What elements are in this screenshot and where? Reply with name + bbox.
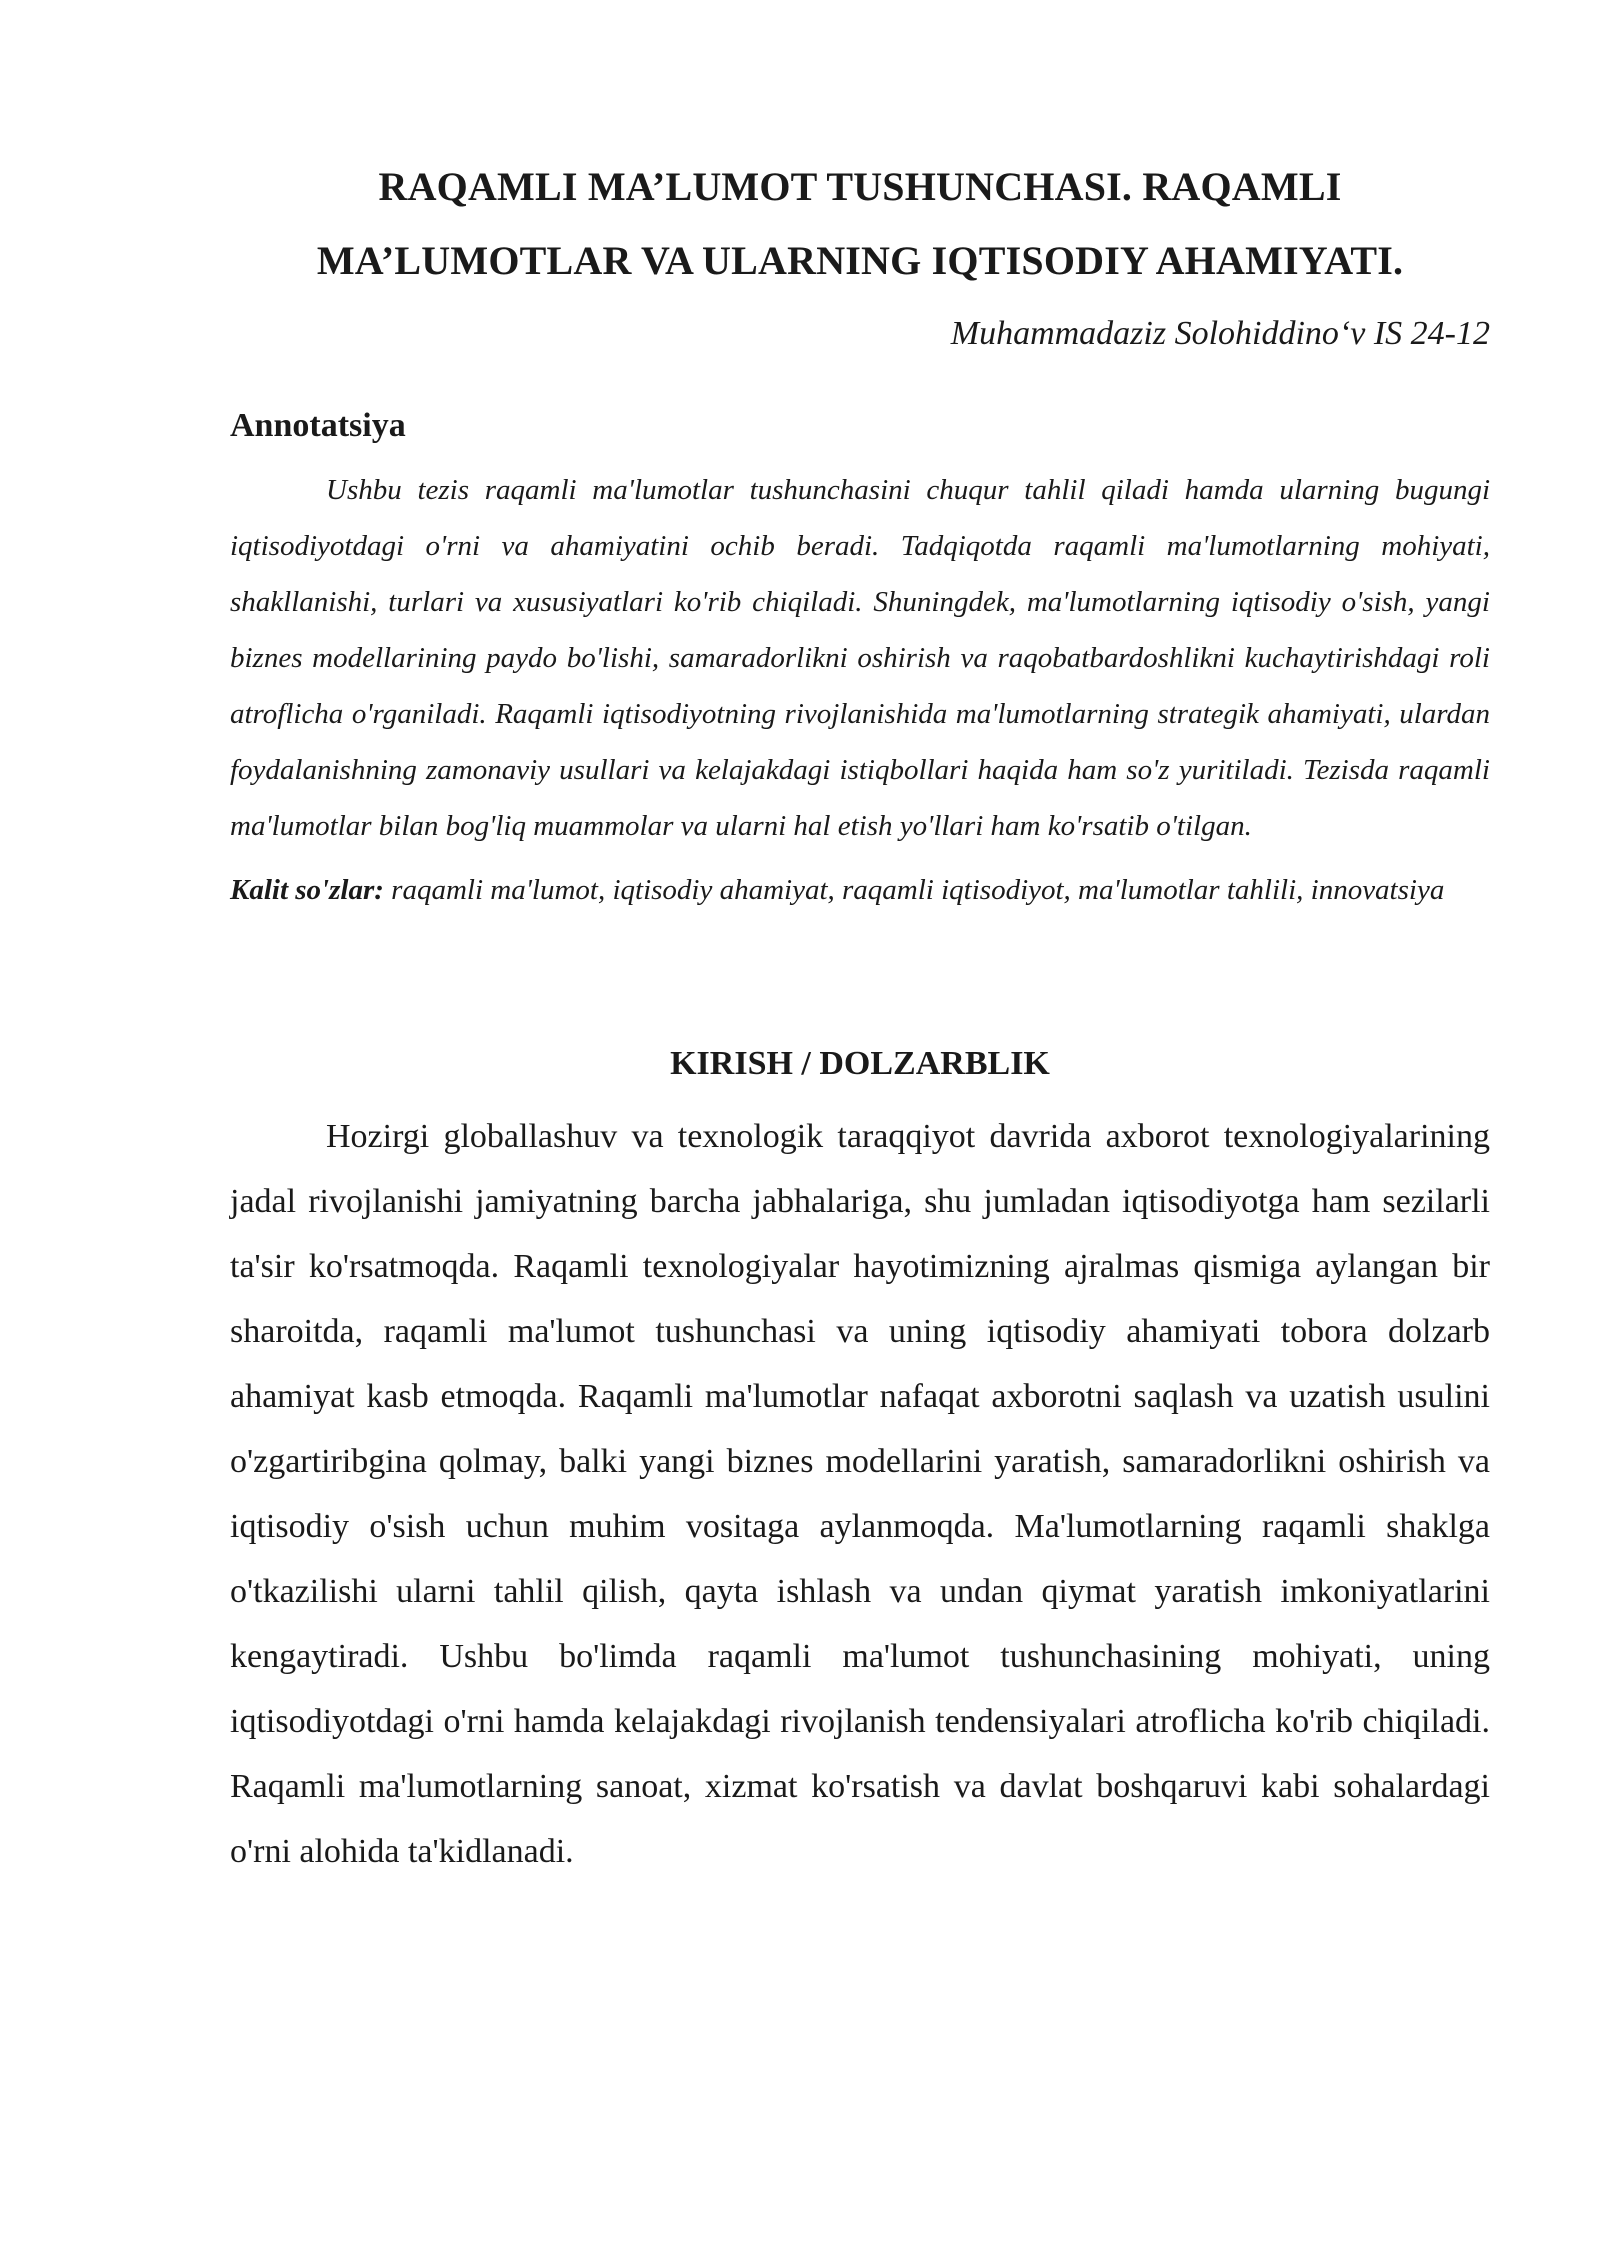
title-line-1: RAQAMLI MA’LUMOT TUSHUNCHASI. RAQAMLI (378, 164, 1342, 209)
document-page (230, 150, 1490, 1884)
keywords-text: raqamli ma'lumot, iqtisodiy ahamiyat, raqamli iqtisodiyot, ma'lumotlar tahlili, innovatsiya (391, 874, 1445, 906)
document-title (230, 150, 1490, 298)
author-line: Muhammadaziz Solohiddino‘v IS 24-12 (950, 315, 1490, 352)
section-body-paragraph: Hozirgi globallashuv va texnologik taraqqiyot davrida axborot texnologiyalarining jadal rivojlanishi jamiyatning barcha jabhalariga, shu jumladan iqtisodiyotga ham sezilarli ta'sir ko'rsatmoqda. Raqamli texnologiyalar hayotimizning ajralmas qismiga aylangan bir sharoitda, raqamli ma'lumot tushunchasi va uning iqtisodiy ahamiyati tobora dolzarb ahamiyat kasb etmoqda. Raqamli ma'lumotlar nafaqat axborotni saqlash va uzatish usulini o'zgartiribgina qolmay, balki yangi biznes modellarini yaratish, samaradorlikni oshirish va iqtisodiy o'sish uchun muhim vositaga aylanmoqda. Ma'lumotlarning raqamli shaklga o'tkazilishi ularni tahlil qilish, qayta ishlash va undan qiymat yaratish imkoniyatlarini kengaytiradi. Ushbu bo'limda raqamli ma'lumot tushunchasining mohiyati, uning iqtisodiyotdagi o'rni hamda kelajakdagi rivojlanish tendensiyalari atroflicha ko'rib chiqiladi. Raqamli ma'lumotlarning sanoat, xizmat ko'rsatish va davlat boshqaruvi kabi sohalardagi o'rni alohida ta'kidlanadi. (230, 1118, 1490, 1870)
title-line-2: MA’LUMOTLAR VA ULARNING IQTISODIY AHAMIYATI. (316, 238, 1404, 283)
keywords-paragraph (230, 862, 1490, 918)
annotation-heading: Annotatsiya (230, 407, 406, 444)
keywords-label: Kalit so'zlar: (230, 874, 384, 906)
abstract-paragraph: Ushbu tezis raqamli ma'lumotlar tushunchasini chuqur tahlil qiladi hamda ularning bugungi iqtisodiyotdagi o'rni va ahamiyatini ochib beradi. Tadqiqotda raqamli ma'lumotlarning mohiyati, shakllanishi, turlari va xususiyatlari ko'rib chiqiladi. Shuningdek, ma'lumotlarning iqtisodiy o'sish, yangi biznes modellarining paydo bo'lishi, samaradorlikni oshirish va raqobatbardoshlikni kuchaytirishdagi roli atroflicha o'rganiladi. Raqamli iqtisodiyotning rivojlanishida ma'lumotlarning strategik ahamiyati, ulardan foydalanishning zamonaviy usullari va kelajakdagi istiqbollari haqida ham so'z yuritiladi. Tezisda raqamli ma'lumotlar bilan bog'liq muammolar va ularni hal etish yo'llari ham ko'rsatib o'tilgan. (230, 474, 1490, 842)
section-heading: KIRISH / DOLZARBLIK (670, 1045, 1050, 1082)
